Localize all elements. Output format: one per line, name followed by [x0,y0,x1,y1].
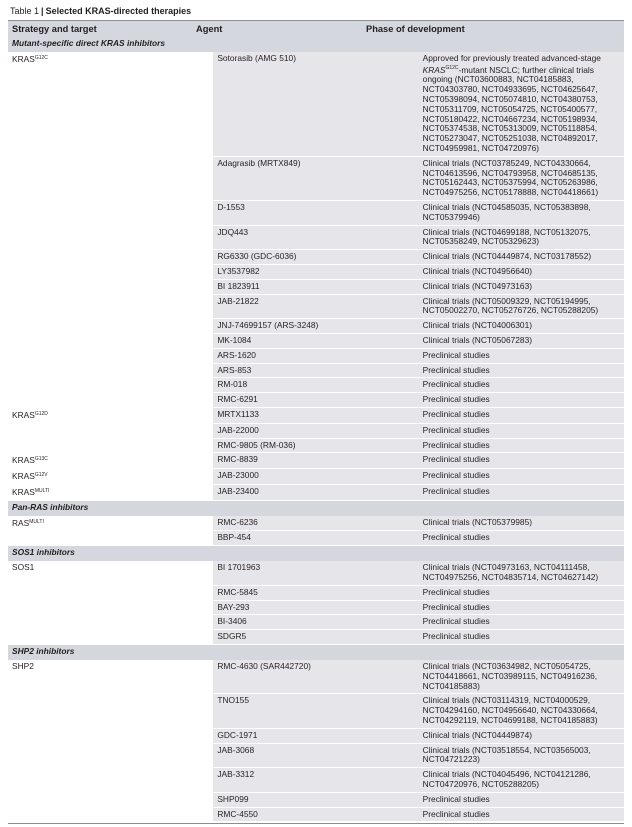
table-row [8,294,624,319]
table-row [8,585,624,600]
agent-cell: RM-018 [213,378,418,393]
target-cell [8,484,213,500]
agent-cell: JAB-23000 [213,469,418,485]
phase-cell: Preclinical studies [419,600,624,615]
table-row [8,516,624,531]
phase-cell: Clinical trials (NCT04449874) [419,728,624,743]
phase-cell: Preclinical studies [419,484,624,500]
phase-cell: Clinical trials (NCT04585035, NCT05383898, NCT05379946) [419,200,624,225]
agent-cell: BI-3406 [213,615,418,630]
header-agent: Agent [196,24,223,34]
agent-cell: D-1553 [213,200,418,225]
phase-cell: Clinical trials (NCT04045496, NCT04121286, NCT04720976, NCT05288205) [419,768,624,793]
section-row [8,645,624,661]
caption-separator: | [41,6,44,16]
header-phase: Phase of development [366,24,465,34]
agent-cell: RMC-5845 [213,585,418,600]
target-name: SHP2 [12,661,34,672]
phase-text: -mutant NSCLC; further clinical trials ongoing (NCT03600883, NCT04185883, NCT04303780, NCT04933695, NCT04625647, NCT05398094, NCT05074810, NCT04380753, NCT05311709, NCT05054725, NCT05400577, NCT05180422, NCT04667234, NCT05198934, NCT05374538, NCT05313009, NCT05118854, NCT05273047, NCT05251038, NCT04892017, NCT04959981, NCT04720976) [422,64,598,153]
table-row [8,348,624,363]
phase-cell: Preclinical studies [419,630,624,645]
phase-cell: Clinical trials (NCT05067283) [419,333,624,348]
agent-cell: JDQ443 [213,225,418,250]
table-row [8,531,624,546]
table-row [8,694,624,728]
table-row [8,52,624,156]
agent-cell: MRTX1133 [213,407,418,423]
target-mutation: G12V [34,472,48,479]
section-title: Pan-RAS inhibitors [8,500,624,516]
section-title: SOS1 inhibitors [8,546,624,562]
phase-cell: Clinical trials (NCT03634982, NCT05054725, NCT04418661, NCT03989115, NCT04916236, NCT04185883) [419,660,624,694]
table-row [8,743,624,768]
table-row [8,333,624,348]
agent-cell: JAB-21822 [213,294,418,319]
target-cell [8,561,213,585]
table-row [8,600,624,615]
phase-cell: Clinical trials (NCT04449874, NCT03178552) [419,250,624,265]
phase-cell: Preclinical studies [419,615,624,630]
agent-cell: MK-1084 [213,333,418,348]
target-name: KRAS [12,54,35,64]
phase-cell: Clinical trials (NCT04973163) [419,279,624,294]
phase-text: Approved for previously treated advanced-stage [422,53,601,63]
table-row [8,393,624,408]
table-row [8,407,624,423]
target-name: KRAS [12,486,35,497]
phase-cell: Clinical trials (NCT04956640) [419,264,624,279]
table-row [8,792,624,807]
table-bottom-rule [8,823,624,824]
target-cell [8,407,213,423]
table-row [8,423,624,438]
table-row [8,250,624,265]
target-cell [8,52,213,156]
section-title: SHP2 inhibitors [8,645,624,661]
target-cell [8,469,213,485]
table-row [8,225,624,250]
table-row [8,453,624,469]
phase-cell: Preclinical studies [419,453,624,469]
section-row [8,546,624,562]
table-row [8,660,624,694]
table-row [8,264,624,279]
agent-cell: RMC-6291 [213,393,418,408]
target-name: KRAS [12,471,35,482]
agent-cell: JAB-3068 [213,743,418,768]
agent-cell: RMC-6236 [213,516,418,531]
table-row [8,200,624,225]
agent-cell: SHP099 [213,792,418,807]
table-title: Selected KRAS-directed therapies [45,6,192,16]
phase-cell: Preclinical studies [419,807,624,822]
agent-cell: SDGR5 [213,630,418,645]
target-name: RAS [12,517,30,528]
gene-mutation: G12C [445,64,459,71]
agent-cell: Sotorasib (AMG 510) [213,52,418,156]
table-row [8,319,624,334]
gene-name: KRAS [422,64,446,75]
phase-cell: Preclinical studies [419,393,624,408]
target-cell [8,516,213,531]
table-row [8,363,624,378]
agent-cell: ARS-853 [213,363,418,378]
agent-cell: RG6330 (GDC-6036) [213,250,418,265]
agent-cell: LY3537982 [213,264,418,279]
table-row [8,438,624,453]
target-mutation: MULTI [34,487,50,494]
phase-cell: Preclinical studies [419,585,624,600]
agent-cell: JAB-22000 [213,423,418,438]
target-name: KRAS [12,409,35,420]
table-row [8,156,624,200]
agent-cell: Adagrasib (MRTX849) [213,156,418,200]
kras-therapies-table [8,37,624,822]
target-cell [8,453,213,469]
agent-cell: BI 1701963 [213,561,418,585]
header-strategy: Strategy and target [12,24,97,34]
agent-cell: BAY-293 [213,600,418,615]
table-row [8,378,624,393]
target-name: KRAS [12,455,35,466]
agent-cell: ARS-1620 [213,348,418,363]
target-mutation: MULTI [29,518,44,525]
table-header-row [8,20,624,37]
agent-cell: RMC-9805 (RM-036) [213,438,418,453]
phase-cell: Clinical trials (NCT04006301) [419,319,624,334]
table-number: Table 1 [10,6,40,16]
target-mutation: G12C [34,55,48,61]
target-mutation: G13C [34,456,48,463]
phase-cell [419,52,624,156]
phase-cell: Clinical trials (NCT03114319, NCT04000529, NCT04294160, NCT04956640, NCT04330664, NCT04292119, NCT04699188, NCT04185883) [419,694,624,728]
section-row [8,500,624,516]
phase-cell: Clinical trials (NCT05009329, NCT05194995, NCT05002270, NCT05276726, NCT05288205) [419,294,624,319]
phase-cell: Preclinical studies [419,531,624,546]
agent-cell: JAB-23400 [213,484,418,500]
target-name: SOS1 [12,562,35,573]
agent-cell: JNJ-74699157 (ARS-3248) [213,319,418,334]
agent-cell: BBP-454 [213,531,418,546]
phase-cell: Clinical trials (NCT03785249, NCT04330664, NCT04613596, NCT04793958, NCT04685135, NCT05162443, NCT05375994, NCT05263986, NCT04975256, NCT05178888, NCT04418661) [419,156,624,200]
agent-cell: TNO155 [213,694,418,728]
agent-cell: BI 1823911 [213,279,418,294]
table-row [8,807,624,822]
table-row [8,469,624,485]
phase-cell: Preclinical studies [419,348,624,363]
section-title: Mutant-specific direct KRAS inhibitors [8,37,624,52]
table-caption [8,4,628,18]
agent-cell: GDC-1971 [213,728,418,743]
table-row [8,728,624,743]
agent-cell: RMC-4550 [213,807,418,822]
phase-cell: Preclinical studies [419,407,624,423]
phase-cell: Clinical trials (NCT04973163, NCT04111458, NCT04975256, NCT04835714, NCT04627142) [419,561,624,585]
agent-cell: RMC-4630 (SAR442720) [213,660,418,694]
table-row [8,279,624,294]
table-row [8,484,624,500]
agent-cell: JAB-3312 [213,768,418,793]
target-cell [8,660,213,694]
target-mutation: G12D [34,410,48,417]
table-row [8,768,624,793]
phase-cell: Preclinical studies [419,363,624,378]
table-row [8,561,624,585]
phase-cell: Clinical trials (NCT03518554, NCT03565003, NCT04721223) [419,743,624,768]
phase-cell: Preclinical studies [419,438,624,453]
phase-cell: Preclinical studies [419,469,624,485]
agent-cell: RMC-8839 [213,453,418,469]
phase-cell: Preclinical studies [419,792,624,807]
table-row [8,615,624,630]
phase-cell: Clinical trials (NCT05379985) [419,516,624,531]
phase-cell: Preclinical studies [419,423,624,438]
phase-cell: Preclinical studies [419,378,624,393]
table-row [8,630,624,645]
phase-cell: Clinical trials (NCT04699188, NCT05132075, NCT05358249, NCT05329623) [419,225,624,250]
section-row [8,37,624,52]
